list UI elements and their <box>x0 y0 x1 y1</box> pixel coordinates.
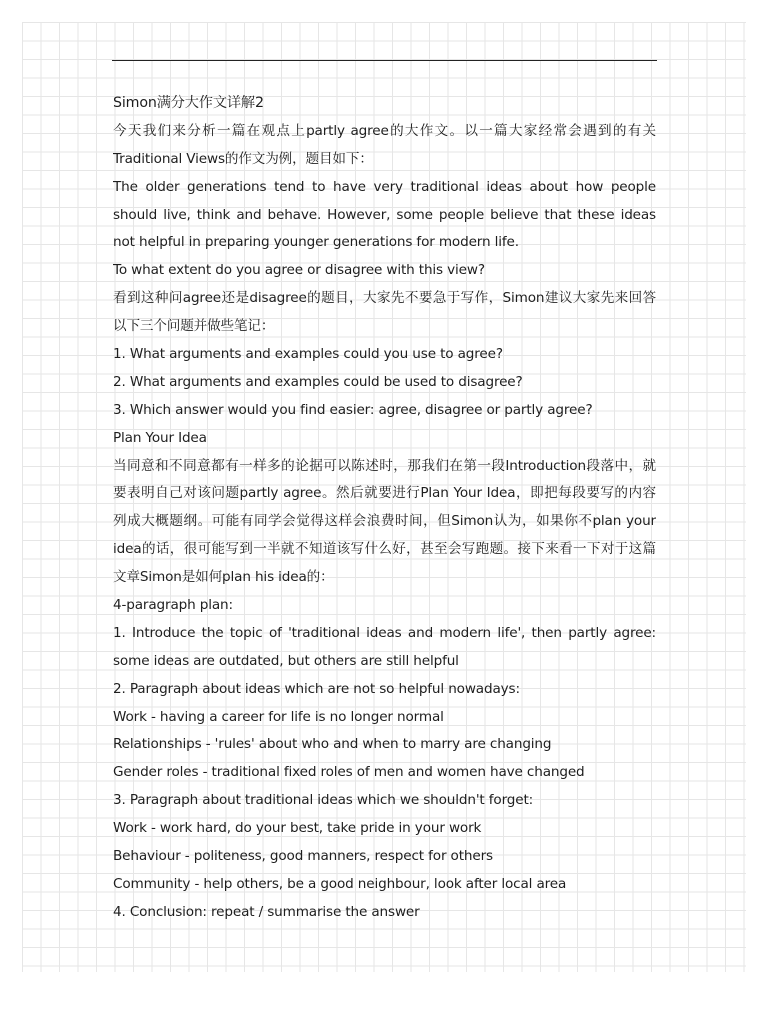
text-line: 1. What arguments and examples could you use to agree? <box>113 346 503 363</box>
document-body <box>113 90 656 927</box>
text-line: 4-paragraph plan: <box>113 597 233 614</box>
text-line: 文章Simon是如何plan his idea的： <box>113 569 334 586</box>
text-line: Behaviour - politeness, good manners, respect for others <box>113 848 493 865</box>
text-line: 看到这种问agree还是disagree的题目，大家先不要急于写作，Simon建议大家先来回答 <box>113 290 656 307</box>
text-line: some ideas are outdated, but others are still helpful <box>113 652 459 669</box>
text-line: 4. Conclusion: repeat / summarise the answer <box>113 903 420 920</box>
document-title: Simon满分大作文详解2 <box>113 95 264 111</box>
section-heading: Plan Your Idea <box>113 429 207 446</box>
text-line: 2. What arguments and examples could be used to disagree? <box>113 373 523 390</box>
text-line: Work - having a career for life is no longer normal <box>113 708 444 725</box>
text-line: 2. Paragraph about ideas which are not so helpful nowadays: <box>113 680 520 697</box>
text-line: should live, think and behave. However, some people believe that these ideas <box>113 206 656 223</box>
text-line: idea的话，很可能写到一半就不知道该写什么好，甚至会写跑题。接下来看一下对于这篇 <box>113 541 656 558</box>
text-line: Relationships - 'rules' about who and when to marry are changing <box>113 736 552 753</box>
text-line: 要表明自己对该问题partly agree。然后就要进行Plan Your Idea，即把每段要写的内容 <box>113 485 656 502</box>
text-line: Work - work hard, do your best, take pride in your work <box>113 820 482 837</box>
text-line: 1. Introduce the topic of 'traditional ideas and modern life', then partly agree: <box>113 624 656 641</box>
text-line: 列成大概题纲。可能有同学会觉得这样会浪费时间，但Simon认为，如果你不plan your <box>113 513 656 530</box>
header-rule <box>112 60 657 61</box>
text-line: not helpful in preparing younger generations for modern life. <box>113 234 519 251</box>
text-line: The older generations tend to have very traditional ideas about how people <box>113 178 656 195</box>
text-line: Traditional Views的作文为例，题目如下： <box>113 150 373 167</box>
text-line: Community - help others, be a good neighbour, look after local area <box>113 875 567 892</box>
text-line: To what extent do you agree or disagree with this view? <box>113 262 485 279</box>
text-line: 以下三个问题并做些笔记： <box>113 318 275 335</box>
text-line: 3. Paragraph about traditional ideas which we shouldn't forget: <box>113 792 534 809</box>
text-line: 当同意和不同意都有一样多的论据可以陈述时，那我们在第一段Introduction段落中，就 <box>113 457 656 474</box>
text-line: 3. Which answer would you find easier: agree, disagree or partly agree? <box>113 401 593 418</box>
text-line: 今天我们来分析一篇在观点上partly agree的大作文。以一篇大家经常会遇到的有关 <box>113 122 656 139</box>
text-line: Gender roles - traditional fixed roles of men and women have changed <box>113 764 585 781</box>
